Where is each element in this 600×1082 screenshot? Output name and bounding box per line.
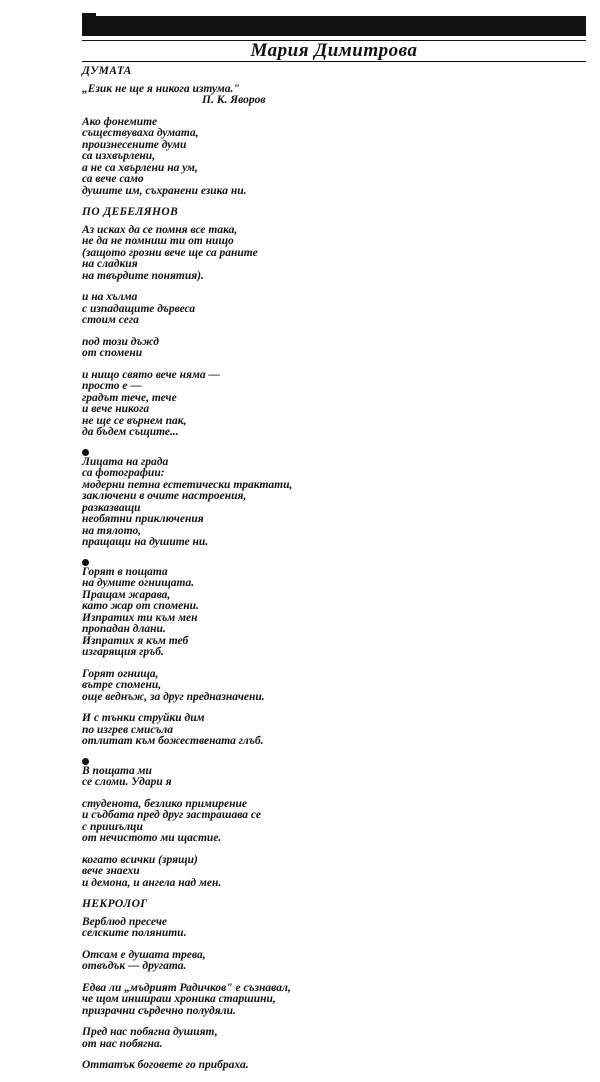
verse-line: Изпратих ти към мен [82,611,198,624]
stanza [82,799,582,845]
verse-line: пропадан длани. [82,623,166,635]
verse-line: още веднъж, за друг предназначени. [82,690,265,703]
verse-line: Верблюд пресече [82,915,167,928]
section-bullet-icon [82,559,89,566]
poems-column [82,66,582,1082]
verse-line: с пришълци [82,820,143,833]
verse-line: Ако фонемите [82,115,158,128]
verse-line: модерни петна естетически трактати, [82,478,293,491]
stanza [82,983,582,1018]
verse-line: Лицата на града [82,455,169,468]
stanza [82,292,582,327]
verse-line: са фотографии: [82,467,165,479]
poem-title: НЕКРОЛОГ [82,898,148,910]
poem-title: ПО ДЕБЕЛЯНОВ [82,206,179,218]
verse-line: Едва ли „мъдрият Радичков" е съзнавал, [82,981,291,994]
verse-line: студенота, безлико примирение [82,797,247,810]
stanza [82,766,582,789]
stanza [82,669,582,704]
verse-line: на твърдите понятия). [82,269,204,282]
verse-line: заключени в очите настроения, [82,490,247,502]
stanza [82,457,582,549]
verse-line: Пред нас побягна душият, [82,1026,218,1038]
stanza [82,855,582,890]
verse-line: и демона, и ангела над мен. [82,876,222,889]
epigraph-author: П. К. Яворов [202,94,266,106]
verse-line: когато всички (зрящи) [82,853,198,866]
verse-line: и съдбата пред друг застрашава се [82,809,261,821]
verse-line: от нас побягна. [82,1037,163,1050]
stanza [82,337,582,360]
verse-line: изгарящия гръб. [82,646,164,658]
poem-body [82,917,582,1072]
verse-line: просто е — [82,380,142,392]
verse-line: вътре спомени, [82,679,162,691]
section-bullet-icon [82,758,89,765]
verse-line: Пращам жарава, [82,588,171,601]
verse-line: а не са хвърлени на ум, [82,161,198,174]
stanza [82,225,582,283]
poem-body [82,117,582,198]
verse-line: са вече само [82,173,144,185]
verse-line: на думите огнищата. [82,577,195,589]
stanza [82,1027,582,1050]
verse-line: Горят огнища, [82,667,159,680]
verse-line: от нечистото ми щастие. [82,832,222,844]
poem-body [82,766,582,890]
author-name: Мария Димитрова [82,40,586,62]
verse-line: пращащи на душите ни. [82,536,209,548]
section-bullet-icon [82,449,89,456]
verse-line: отвъдък — другата. [82,960,187,972]
header-black-bar [82,16,586,36]
verse-line: да бъдем същите... [82,426,179,438]
stanza [82,713,582,748]
verse-line: под този дъжд [82,335,159,348]
verse-line: на тялото, [82,524,142,537]
epigraph-quote: „Език не ще я никога изтума." [82,82,240,95]
verse-line: по изгрев смисъла [82,723,174,736]
poem-body [82,225,582,439]
stanza [82,950,582,973]
stanza [82,917,582,940]
verse-line: Аз исках да се помня все така, [82,223,238,236]
verse-line: Оттатък боговете го прибраха. [82,1059,249,1071]
verse-line: градът тече, тече [82,391,177,404]
verse-line: че щом иншираш хроника старшини, [82,993,276,1005]
verse-line: стоим сега [82,314,139,326]
verse-line: необятни приключения [82,513,204,525]
verse-line: В пощата ми [82,764,152,777]
verse-line: от спомени [82,347,143,359]
verse-line: Горят в пощата [82,565,168,578]
verse-line: с изпадащите дървеса [82,302,196,315]
verse-line: Изпратих я към теб [82,634,189,647]
verse-line: като жар от спомени. [82,600,199,612]
verse-line: не да не помниш ти от нищо [82,235,234,247]
verse-line: И с тънки струйки дим [82,712,205,724]
stanza [82,1060,582,1072]
verse-line: и на хълма [82,291,138,303]
verse-line: произнесените думи [82,138,187,151]
verse-line: Отсам е душата трева, [82,948,206,961]
verse-line: вече знаехи [82,865,140,877]
poem-body [82,457,582,549]
stanza [82,567,582,659]
verse-line: се сломи. Удари я [82,776,172,788]
verse-line: на сладкия [82,258,138,270]
verse-line: отлитат към божествената глъб. [82,735,264,747]
verse-line: призрачни сърдечно полудяли. [82,1004,236,1017]
verse-line: душите им, съхранени езика ни. [82,184,247,197]
stanza [82,117,582,198]
verse-line: не ще се върнем пак, [82,414,187,427]
stanza [82,370,582,439]
poem-title: ДУМАТА [82,65,132,77]
verse-line: (защото грозни вече ще са раните [82,246,258,259]
verse-line: и вече никога [82,403,150,415]
poem-body [82,567,582,748]
verse-line: и нищо свято вече няма — [82,368,220,381]
verse-line: съществуваха думата, [82,127,199,139]
verse-line: са изхвърлени, [82,150,156,162]
verse-line: селските полянити. [82,927,187,939]
verse-line: разказващи [82,501,141,514]
epigraph [82,84,582,107]
